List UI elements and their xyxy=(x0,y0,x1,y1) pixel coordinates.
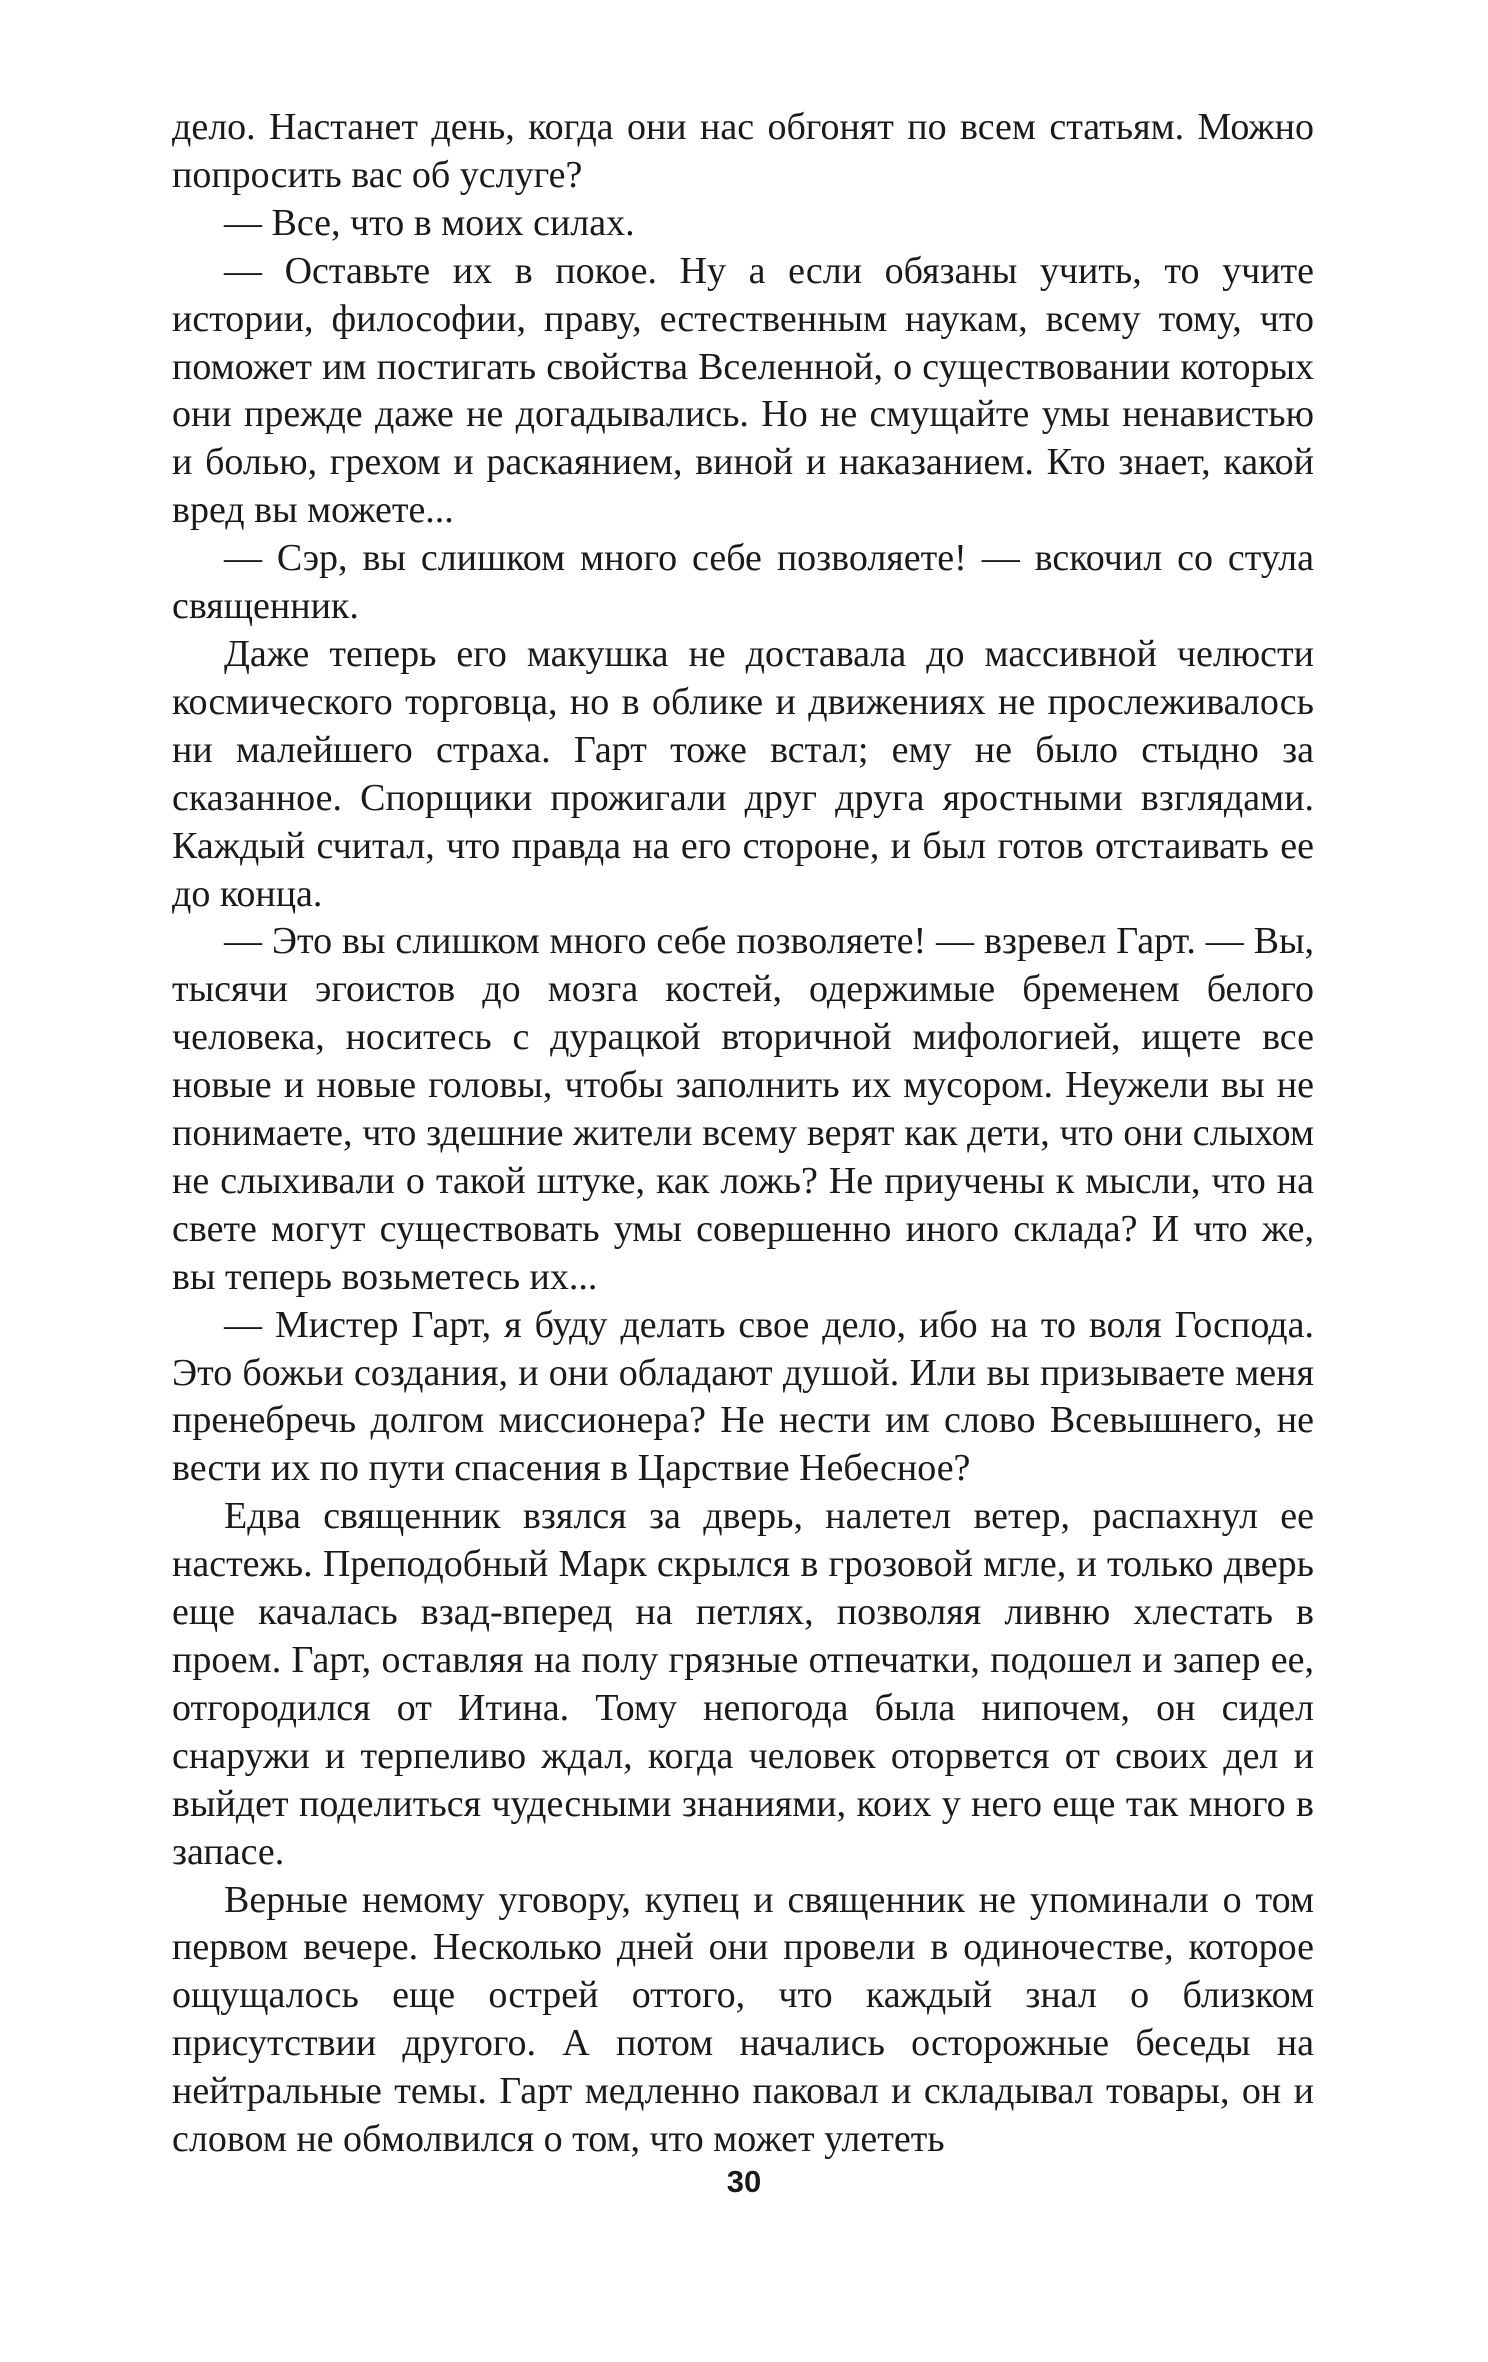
paragraph: дело. Настанет день, когда они нас обгонят по всем статьям. Можно попросить вас об услуге? xyxy=(172,106,1314,196)
paragraph: Даже теперь его макушка не доставала до массивной челюсти космического торговца, но в облике и движениях не прослеживалось ни малейшего страха. Гарт тоже встал; ему не было стыдно за сказанное. Спорщики прожигали друг друга яростными взглядами. Каждый считал, что правда на его стороне, и был готов отстаивать ее до конца. xyxy=(172,632,1314,915)
page-number: 30 xyxy=(726,2164,762,2199)
page-body xyxy=(172,104,1314,2164)
paragraph: — Оставьте их в покое. Ну а если обязаны учить, то учите истории, философии, праву, естественным наукам, всему тому, что поможет им постигать свойства Вселенной, о существовании которых они прежде даже не догадывались. Но не смущайте умы ненавистью и болью, грехом и раскаянием, виной и наказанием. Кто знает, какой вред вы можете... xyxy=(172,249,1314,532)
paragraph: Верные немому уговору, купец и священник не упоминали о том первом вечере. Несколько дней они провели в одиночестве, которое ощущалось еще острей оттого, что каждый знал о близком присутствии другого. А потом начались осторожные беседы на нейтральные темы. Гарт медленно паковал и складывал товары, он и словом не обмолвился о том, что может улететь xyxy=(172,1878,1314,2161)
paragraph: Едва священник взялся за дверь, налетел ветер, распахнул ее настежь. Преподобный Марк скрылся в грозовой мгле, и только дверь еще качалась взад-вперед на петлях, позволяя ливню хлестать в проем. Гарт, оставляя на полу грязные отпечатки, подошел и запер ее, отгородился от Итина. Тому непогода была нипочем, он сидел снаружи и терпеливо ждал, когда человек оторвется от своих дел и выйдет поделиться чудесными знаниями, коих у него еще так много в запасе. xyxy=(172,1495,1314,1873)
paragraph: — Мистер Гарт, я буду делать свое дело, ибо на то воля Господа. Это божьи создания, и они обладают душой. Или вы призываете меня пренебречь долгом миссионера? Не нести им слово Всевышнего, не вести их по пути спасения в Царствие Небесное? xyxy=(172,1303,1314,1490)
paragraph: — Это вы слишком много себе позволяете! — взревел Гарт. — Вы, тысячи эгоистов до мозга костей, одержимые бременем белого человека, носитесь с дурацкой вторичной мифологией, ищете все новые и новые головы, чтобы заполнить их мусором. Неужели вы не понимаете, что здешние жители всему верят как дети, что они слыхом не слыхивали о такой штуке, как ложь? Не приучены к мысли, что на свете могут существовать умы совершенно иного склада? И что же, вы теперь возьметесь их... xyxy=(172,920,1314,1298)
paragraph: — Все, что в моих силах. xyxy=(224,201,635,244)
paragraph: — Сэр, вы слишком много себе позволяете! — вскочил со стула священник. xyxy=(172,537,1314,628)
